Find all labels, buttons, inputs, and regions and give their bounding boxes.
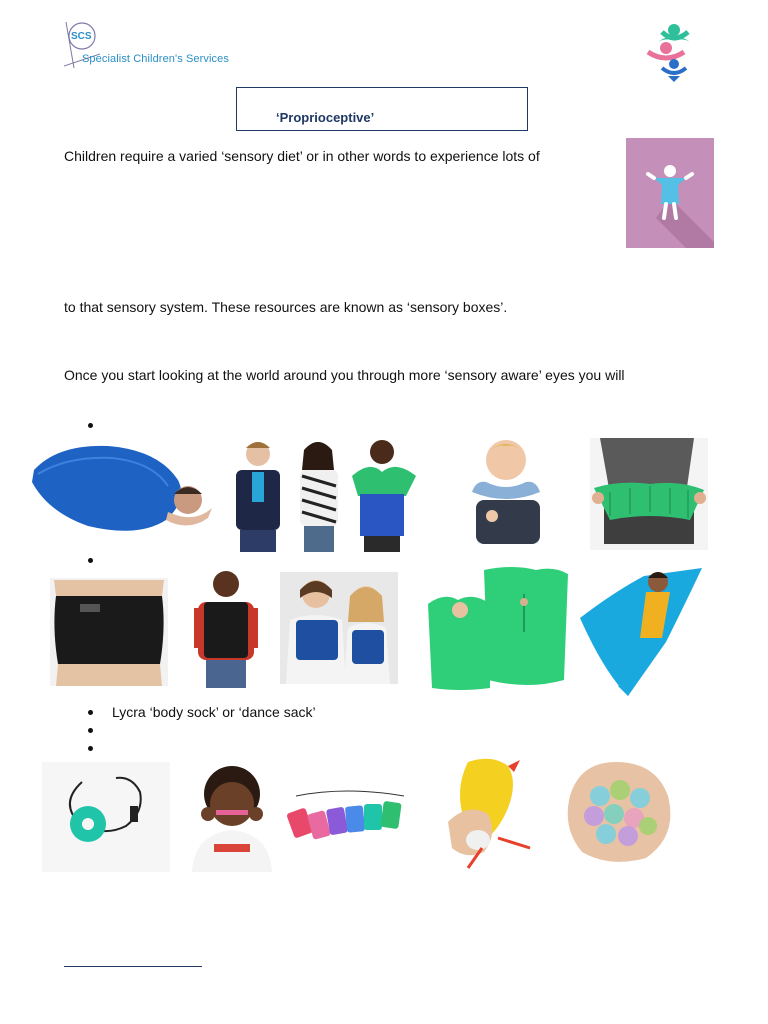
logo-text: Specialist Children's Services — [82, 53, 229, 65]
bullet-item-lycra: Lycra ‘body sock’ or ‘dance sack’ — [112, 704, 316, 720]
paragraph-3: Once you start looking at the world around you through more ‘sensory aware’ eyes you will — [64, 367, 625, 383]
bullet-marker — [88, 710, 93, 715]
squeeze-chicken-image — [438, 752, 540, 870]
family-logo-icon — [644, 22, 702, 82]
weighted-vest-children-image — [280, 572, 398, 684]
weighted-neck-wrap-child-image — [466, 436, 550, 548]
pressure-vest-boy-image — [190, 568, 262, 688]
weighted-blanket-image — [28, 400, 214, 560]
weighted-vests-children-image — [230, 436, 426, 552]
footnote-separator — [64, 966, 202, 967]
squeeze-ball-image — [560, 756, 686, 868]
chewy-pendant-image — [42, 762, 170, 872]
paragraph-2: to that sensory system. These resources are known as ‘sensory boxes’. — [64, 299, 508, 315]
chewy-bricks-image — [286, 786, 410, 852]
proprioceptive-figure-icon — [626, 138, 714, 248]
page-title: ‘Proprioceptive’ — [276, 110, 375, 125]
logo-abbreviation: SCS — [71, 31, 92, 42]
cyan-body-sock-image — [574, 562, 706, 700]
weighted-lap-pad-image — [590, 438, 708, 550]
bullet-marker — [88, 558, 93, 563]
bullet-marker — [88, 746, 93, 751]
bullet-marker — [88, 728, 93, 733]
child-chewing-image — [184, 764, 280, 872]
paragraph-1: Children require a varied ‘sensory diet’ or in other words to experience lots of — [64, 148, 540, 164]
green-body-socks-image — [424, 564, 570, 692]
compression-belt-image — [50, 578, 168, 686]
